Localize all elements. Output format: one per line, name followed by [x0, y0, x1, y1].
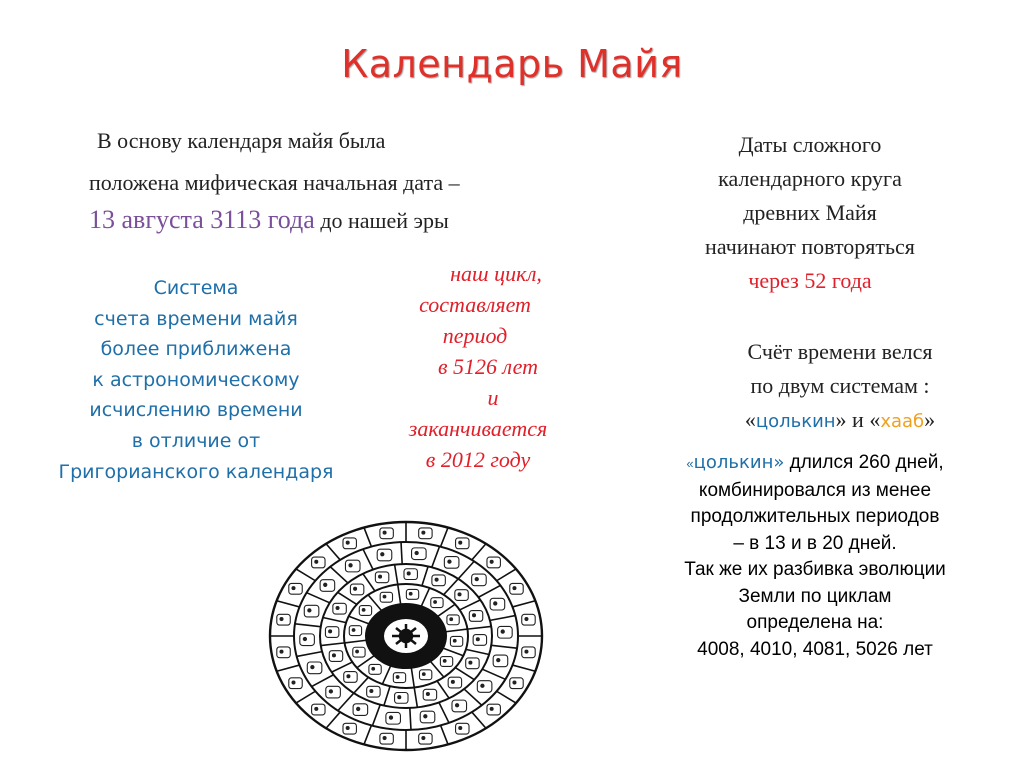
wheel-spoke: [472, 544, 486, 560]
wheel-spoke: [490, 616, 515, 621]
wheel-spoke: [432, 546, 440, 567]
wheel-glyph-dot: [476, 638, 479, 641]
wheel-glyph-dot: [315, 560, 318, 563]
wheel-spoke: [338, 592, 357, 604]
wheel-spoke: [277, 601, 300, 607]
wheel-glyph: [380, 528, 393, 539]
wheel-glyph: [432, 575, 445, 586]
wheel-glyph-dot: [501, 630, 504, 633]
system-line: к астрономическому: [92, 368, 300, 391]
wheel-glyph-dot: [329, 690, 332, 693]
wheel-spoke: [497, 691, 516, 703]
wheel-glyph-dot: [362, 609, 365, 612]
wheel-glyph-dot: [459, 727, 462, 730]
wheel-glyph: [510, 583, 523, 594]
repeat-line: Даты сложного: [738, 132, 882, 157]
repeat-line: календарного круга: [718, 166, 902, 191]
wheel-glyph: [419, 733, 432, 744]
wheel-glyph: [522, 614, 535, 625]
wheel-glyph-dot: [324, 583, 327, 586]
wheel-spoke: [368, 595, 381, 611]
wheel-glyph-dot: [490, 707, 493, 710]
wheel-glyph-dot: [415, 551, 418, 554]
wheel-spoke: [395, 565, 398, 585]
wheel-glyph-dot: [434, 601, 437, 604]
wheel-glyph: [289, 678, 302, 689]
repeat-line: начинают повторяться: [705, 234, 915, 259]
wheel-spoke: [332, 662, 353, 672]
wheel-glyph-dot: [451, 680, 454, 683]
wheel-glyph-dot: [329, 630, 332, 633]
wheel-glyph: [350, 584, 363, 595]
wheel-glyph: [345, 560, 360, 572]
wheel-glyph: [369, 664, 381, 674]
wheel-glyph-dot: [459, 541, 462, 544]
wheel-spoke: [467, 626, 491, 629]
wheel-glyph-dot: [356, 650, 359, 653]
wheel-glyph: [510, 678, 523, 689]
wheel-glyph: [493, 655, 508, 667]
wheel-glyph: [456, 723, 469, 734]
wheel-glyph: [312, 557, 325, 568]
wheel-glyph-dot: [332, 654, 335, 657]
wheel-spoke: [478, 585, 500, 597]
wheel-glyph-dot: [292, 681, 295, 684]
start-date: 13 августа 3113 года: [89, 205, 315, 234]
wheel-glyph-dot: [383, 595, 386, 598]
haab-term: хааб: [880, 411, 925, 432]
tzolkin-term: цолькин: [755, 411, 836, 432]
wheel-spoke: [439, 702, 449, 722]
wheel-glyph-dot: [336, 607, 339, 610]
count-text-block: [670, 335, 1010, 439]
cycle-text-block: [378, 258, 578, 475]
wheel-glyph-dot: [424, 715, 427, 718]
wheel-glyph-dot: [455, 704, 458, 707]
wheel-glyph-dot: [398, 696, 401, 699]
system-line: исчислению времени: [89, 399, 303, 422]
wheel-glyph: [423, 689, 436, 700]
tzolkin-line: определена на:: [746, 612, 884, 633]
wheel-glyph-dot: [473, 614, 476, 617]
wheel-spoke: [382, 666, 390, 684]
wheel-spoke: [430, 661, 443, 677]
wheel-glyph-dot: [349, 564, 352, 567]
wheel-spoke: [363, 574, 375, 591]
intro-line-1: В основу календаря майя была: [97, 128, 386, 153]
wheel-glyph: [490, 598, 505, 610]
quote: » и «: [835, 407, 881, 432]
wheel-glyph-dot: [396, 676, 399, 679]
wheel-glyph-dot: [426, 693, 429, 696]
wheel-glyph: [353, 704, 368, 716]
wheel-glyph: [412, 548, 427, 560]
wheel-spoke: [421, 588, 429, 606]
wheel-glyph-dot: [315, 707, 318, 710]
wheel-glyph-dot: [422, 531, 425, 534]
wheel-spoke: [345, 640, 367, 643]
wheel-glyph-dot: [308, 609, 311, 612]
wheel-glyph: [325, 627, 338, 638]
wheel-spoke: [422, 566, 428, 585]
wheel-glyph-dot: [354, 587, 357, 590]
wheel-glyph: [469, 611, 482, 622]
tzolkin-line: комбинировался из менее: [698, 479, 932, 501]
system-line: Система: [153, 277, 239, 299]
wheel-glyph: [277, 647, 290, 658]
tzolkin-line: продолжительных периодов: [690, 506, 940, 527]
wheel-spoke: [372, 705, 380, 726]
wheel-glyph: [498, 626, 513, 638]
wheel-glyph: [307, 662, 322, 674]
wheel-spoke: [297, 652, 322, 657]
wheel-glyph-dot: [513, 681, 516, 684]
wheel-spoke: [466, 649, 489, 654]
wheel-glyph-dot: [422, 737, 425, 740]
wheel-spoke: [472, 712, 486, 728]
count-line-1: Счёт времени велся: [747, 339, 933, 364]
cycle-line: заканчивается: [408, 416, 548, 441]
wheel-glyph: [455, 590, 468, 601]
wheel-glyph: [377, 549, 392, 561]
wheel-spoke: [513, 601, 536, 607]
wheel-glyph: [395, 692, 408, 703]
wheel-glyph-dot: [389, 716, 392, 719]
cycle-line: составляет: [419, 292, 531, 317]
wheel-glyph: [386, 712, 401, 724]
wheel-spoke: [363, 549, 373, 569]
repeat-period: через 52 года: [748, 268, 872, 293]
wheel-glyph-dot: [407, 572, 410, 575]
wheel-glyph: [420, 711, 435, 723]
wheel-spoke: [513, 665, 536, 671]
wheel-glyph: [487, 557, 500, 568]
quote: «: [686, 456, 694, 471]
tzolkin-word: цолькин»: [693, 452, 785, 473]
cycle-line: наш цикл,: [450, 261, 542, 286]
wheel-glyph: [473, 635, 486, 646]
quote: »: [924, 407, 936, 432]
wheel-glyph: [472, 574, 487, 586]
wheel-glyph: [349, 626, 361, 636]
wheel-glyph-dot: [352, 629, 355, 632]
wheel-glyph-dot: [525, 618, 528, 621]
wheel-spoke: [296, 569, 315, 581]
wheel-spoke: [410, 708, 411, 730]
wheel-spoke: [326, 544, 340, 560]
wheel-glyph-dot: [280, 650, 283, 653]
wheel-glyph-dot: [381, 553, 384, 556]
wheel-glyph-dot: [450, 618, 453, 621]
wheel-spoke: [295, 624, 321, 627]
system-line: более приближена: [100, 338, 292, 361]
wheel-glyph-dot: [346, 727, 349, 730]
wheel-glyph: [406, 589, 418, 599]
wheel-glyph-dot: [311, 666, 314, 669]
wheel-spoke: [398, 584, 401, 604]
wheel-glyph-dot: [513, 587, 516, 590]
wheel-glyph-dot: [292, 587, 295, 590]
tzolkin-rest: длился 260 дней,: [784, 452, 944, 473]
tzolkin-line: – в 13 и в 20 дней.: [733, 532, 897, 554]
wheel-glyph-dot: [458, 593, 461, 596]
system-line: Григорианского календаря: [58, 460, 334, 483]
wheel-spoke: [307, 593, 330, 603]
wheel-glyph-dot: [357, 707, 360, 710]
wheel-spoke: [460, 600, 481, 610]
cycle-line: и: [487, 385, 499, 410]
wheel-glyph-dot: [525, 650, 528, 653]
wheel-spoke: [364, 528, 371, 547]
wheel-spoke: [441, 725, 448, 744]
wheel-glyph: [419, 670, 431, 680]
wheel-glyph: [343, 538, 356, 549]
wheel-glyph-dot: [490, 560, 493, 563]
wheel-spoke: [364, 725, 371, 744]
wheel-glyph: [431, 598, 443, 608]
cycle-line: в 2012 году: [425, 447, 531, 472]
wheel-glyph: [312, 704, 325, 715]
wheel-glyph: [448, 677, 461, 688]
tzolkin-line: Земли по циклам: [738, 585, 892, 607]
wheel-spoke: [491, 645, 517, 648]
wheel-glyph-dot: [422, 673, 425, 676]
wheel-glyph-dot: [383, 531, 386, 534]
wheel-spoke: [296, 691, 315, 703]
wheel-spoke: [441, 528, 448, 547]
wheel-spoke: [384, 686, 390, 705]
wheel-glyph: [450, 636, 462, 646]
wheel-spoke: [446, 629, 468, 632]
wheel-glyph-dot: [303, 637, 306, 640]
wheel-glyph: [329, 651, 342, 662]
maya-calendar-wheel-icon: [268, 520, 558, 768]
wheel-glyph-dot: [481, 684, 484, 687]
wheel-glyph: [487, 704, 500, 715]
wheel-glyph: [380, 592, 392, 602]
wheel-glyph: [367, 686, 380, 697]
system-text-block: [30, 273, 362, 487]
intro-line-2: положена мифическая начальная дата –: [89, 170, 460, 195]
count-line-3: [670, 403, 1010, 439]
wheel-glyph: [353, 647, 365, 657]
wheel-spoke: [349, 616, 369, 624]
wheel-glyph: [456, 538, 469, 549]
wheel-glyph: [440, 657, 452, 667]
wheel-spoke: [277, 665, 300, 671]
cycle-line: в 5126 лет: [437, 354, 539, 379]
intro-line-3: [89, 205, 449, 235]
wheel-glyph: [447, 615, 459, 625]
wheel-spoke: [321, 643, 345, 646]
wheel-glyph: [522, 647, 535, 658]
wheel-glyph-dot: [469, 661, 472, 664]
wheel-glyph: [300, 634, 315, 646]
wheel-spoke: [455, 668, 474, 680]
wheel-glyph-dot: [448, 560, 451, 563]
wheel-glyph: [289, 583, 302, 594]
wheel-spoke: [401, 542, 402, 564]
wheel-glyph-dot: [494, 602, 497, 605]
system-line: в отличие от: [131, 429, 261, 452]
wheel-glyph: [277, 614, 290, 625]
wheel-glyph-dot: [497, 659, 500, 662]
wheel-glyph: [326, 686, 341, 698]
wheel-glyph: [477, 681, 492, 693]
wheel-glyph: [304, 605, 319, 617]
wheel-glyph: [343, 723, 356, 734]
repeat-text-block: [650, 128, 970, 298]
quote: «: [744, 407, 756, 432]
wheel-spoke: [312, 675, 334, 687]
tzolkin-line: Так же их разбивка эволюции: [684, 559, 946, 580]
repeat-line: древних Майя: [743, 200, 877, 225]
wheel-glyph-dot: [409, 592, 412, 595]
wheel-glyph-dot: [379, 575, 382, 578]
tzolkin-text-block: [640, 450, 990, 663]
wheel-glyph-dot: [383, 737, 386, 740]
wheel-spoke: [437, 681, 449, 698]
intro-tail: до нашей эры: [314, 208, 449, 233]
wheel-glyph: [444, 557, 459, 569]
wheel-spoke: [482, 669, 505, 679]
wheel-glyph: [320, 580, 335, 592]
wheel-glyph-dot: [346, 541, 349, 544]
wheel-glyph-dot: [443, 660, 446, 663]
page-title: Календарь Майя: [341, 42, 683, 86]
wheel-spoke: [443, 648, 463, 656]
tzolkin-line: [640, 450, 990, 478]
wheel-glyph-dot: [370, 690, 373, 693]
wheel-spoke: [497, 569, 516, 581]
wheel-glyph: [404, 569, 417, 580]
wheel-glyph: [466, 658, 479, 669]
count-line-2: по двум системам :: [750, 373, 930, 398]
wheel-glyph: [375, 572, 388, 583]
wheel-spoke: [414, 688, 417, 708]
wheel-glyph: [344, 672, 357, 683]
wheel-spoke: [411, 668, 414, 688]
cycle-line: период: [442, 323, 508, 348]
wheel-glyph: [419, 528, 432, 539]
wheel-spoke: [326, 712, 340, 728]
wheel-glyph: [333, 603, 346, 614]
system-line: счета времени майя: [94, 307, 298, 330]
wheel-glyph: [359, 606, 371, 616]
tzolkin-line: 4008, 4010, 4081, 5026 лет: [697, 638, 933, 660]
wheel-glyph: [380, 733, 393, 744]
wheel-glyph-dot: [347, 675, 350, 678]
wheel-glyph-dot: [280, 618, 283, 621]
wheel-glyph-dot: [475, 578, 478, 581]
wheel-glyph-dot: [372, 667, 375, 670]
wheel-glyph-dot: [453, 639, 456, 642]
wheel-glyph: [452, 700, 467, 712]
wheel-glyph-dot: [435, 578, 438, 581]
wheel-glyph: [393, 673, 405, 683]
wheel-spoke: [323, 617, 346, 622]
